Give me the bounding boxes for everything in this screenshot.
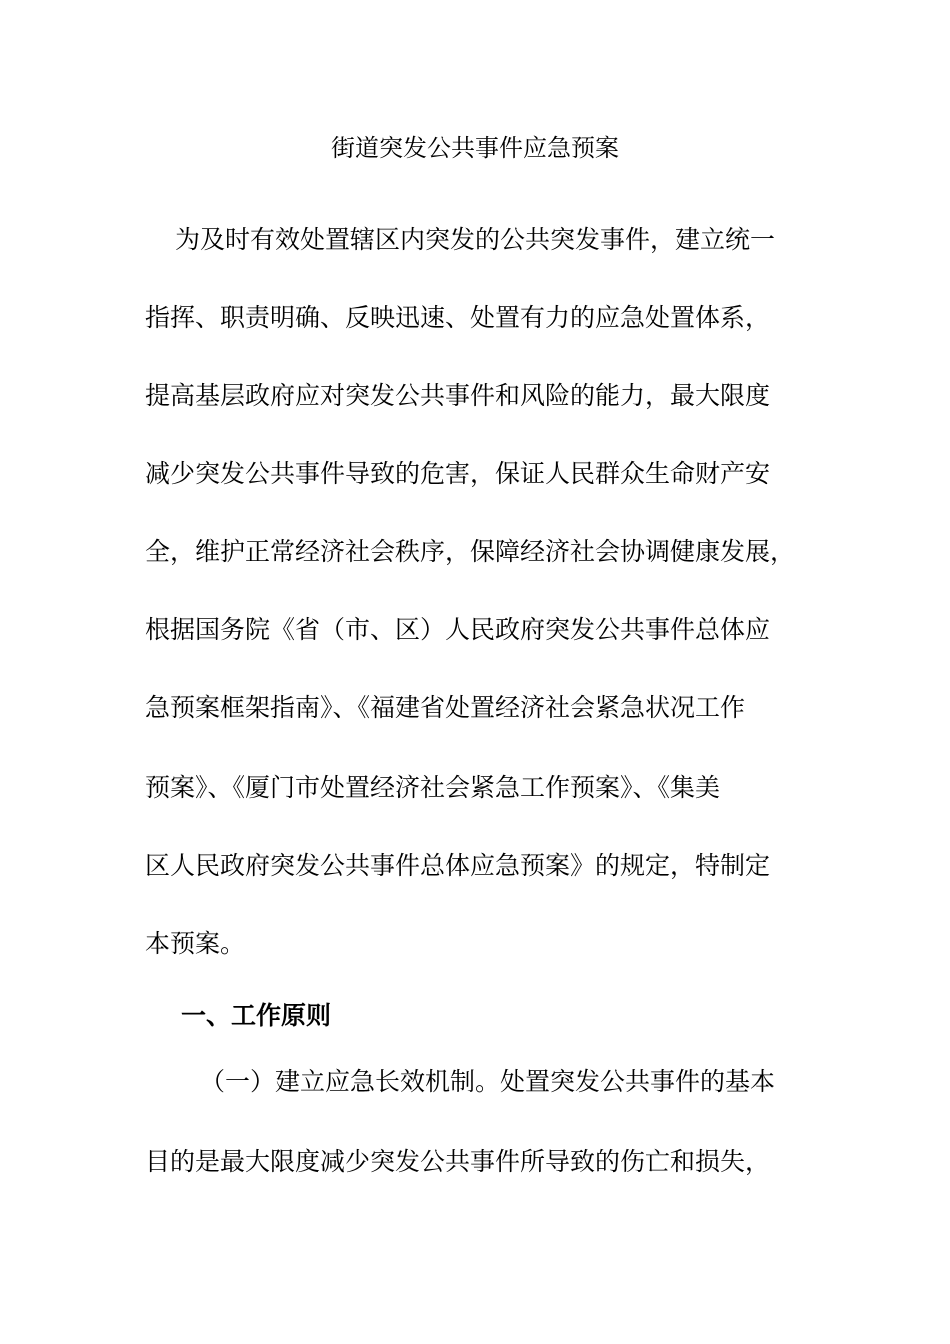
paragraph-line: 提高基层政府应对突发公共事件和风险的能力，最大限度 bbox=[145, 381, 771, 410]
paragraph-line: 全，维护正常经济社会秩序，保障经济社会协调健康发展， bbox=[145, 537, 796, 566]
paragraph-line: 为及时有效处置辖区内突发的公共突发事件，建立统一 bbox=[175, 225, 776, 254]
paragraph-line: 指挥、职责明确、反映迅速、处置有力的应急处置体系， bbox=[145, 303, 771, 332]
paragraph-line: 区人民政府突发公共事件总体应急预案》的规定，特制定 bbox=[145, 851, 771, 880]
paragraph-line: 急预案框架指南》、《福建省处置经济社会紧急状况工作 bbox=[145, 693, 746, 722]
paragraph-line: 本预案。 bbox=[145, 929, 246, 958]
paragraph-line: 减少突发公共事件导致的危害，保证人民群众生命财产安 bbox=[145, 459, 771, 488]
section-heading: 一、工作原则 bbox=[181, 1001, 332, 1030]
paragraph-line: 预案》、《厦门市处置经济社会紧急工作预案》、《集美 bbox=[145, 773, 721, 802]
paragraph-line: 根据国务院《省（市、区）人民政府突发公共事件总体应 bbox=[145, 615, 771, 644]
document-title: 街道突发公共事件应急预案 bbox=[331, 134, 619, 162]
paragraph-line: （一）建立应急长效机制。处置突发公共事件的基本 bbox=[200, 1067, 776, 1096]
paragraph-line: 目的是最大限度减少突发公共事件所导致的伤亡和损失， bbox=[145, 1147, 771, 1176]
